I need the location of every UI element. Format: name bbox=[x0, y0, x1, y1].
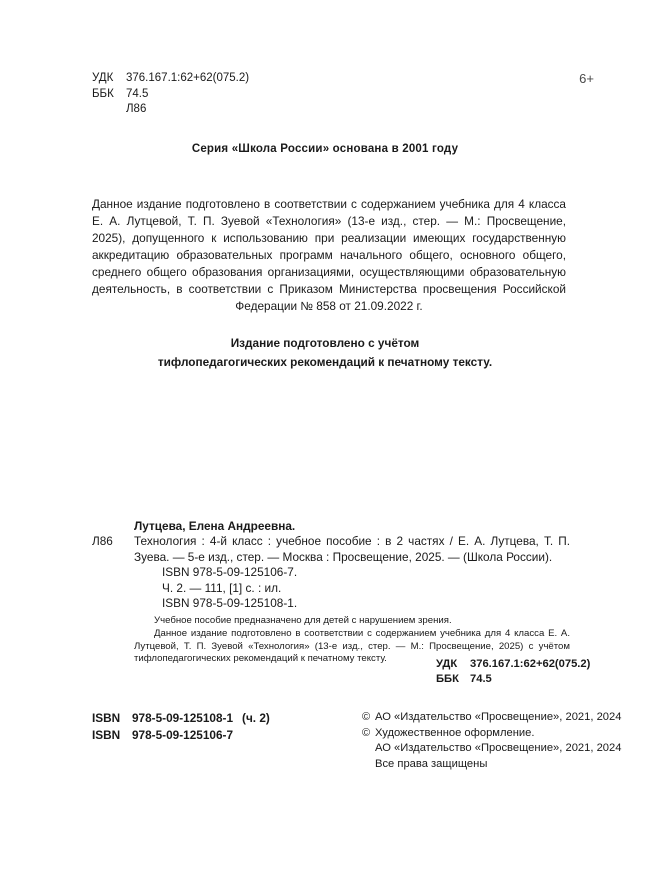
copyright-text-1: АО «Издательство «Просвещение», 2021, 2024 bbox=[375, 711, 622, 723]
udk-repeat-label: УДК bbox=[436, 658, 458, 670]
copyright-line-1 bbox=[362, 710, 621, 726]
biblio-author: Лутцева, Елена Андреевна. bbox=[134, 519, 296, 533]
copyright-icon-2: © bbox=[362, 726, 371, 739]
biblio-isbn-set: ISBN 978-5-09-125106-7. bbox=[162, 565, 298, 580]
isbn-part-row bbox=[92, 710, 270, 727]
age-rating-badge: 6+ bbox=[579, 71, 594, 86]
isbn-set-row bbox=[92, 727, 270, 744]
biblio-note-edition: Данное издание подготовлено в соответствии с содержанием учебника для 4 класса Е. А. Лутцевой, Т. П. Зуевой «Технология» (13-е изд., стер. — М.: Просвещение, 2025) с учётом тифлопедагогических рекомендаций к печатному тексту. bbox=[134, 628, 570, 665]
bbk-repeat-label: ББК bbox=[436, 672, 459, 685]
tiflo-statement bbox=[60, 334, 590, 372]
bbk-value: 74.5 bbox=[126, 87, 149, 100]
author-code: Л86 bbox=[126, 103, 147, 115]
udk-value: 376.167.1:62+62(075.2) bbox=[126, 72, 250, 84]
udk-label: УДК bbox=[92, 72, 114, 84]
isbn-label-1: ISBN bbox=[92, 711, 121, 725]
copyright-text-3: АО «Издательство «Просвещение», 2021, 2024 bbox=[375, 742, 622, 754]
biblio-part-extent: Ч. 2. — 111, [1] с. : ил. bbox=[162, 580, 282, 595]
bbk-row bbox=[92, 87, 249, 103]
copyright-block bbox=[362, 710, 621, 772]
copyright-line-2 bbox=[362, 726, 621, 742]
classification-repeat-block bbox=[360, 657, 646, 686]
isbn-label-2: ISBN bbox=[92, 727, 121, 742]
isbn-value-1: 978-5-09-125108-1 bbox=[132, 711, 234, 725]
udk-row bbox=[92, 71, 249, 87]
copyright-text-2: Художественное оформление. bbox=[375, 726, 535, 739]
biblio-shelf-mark: Л86 bbox=[92, 534, 113, 549]
bibliographic-record bbox=[92, 519, 570, 666]
biblio-body bbox=[92, 534, 570, 611]
bbk-label: ББК bbox=[92, 87, 114, 100]
approval-note: Данное издание подготовлено в соответствии с содержанием учебника для 4 класса Е. А. Лутцевой, Т. П. Зуевой «Технология» (13-е изд., стер. — М.: Просвещение, 2025), допущенного к использованию при реализации имеющих государственную аккредитацию образовательных программ начального общего, основного общего, среднего общего образования организациями, осуществляющими образовательную деятельность, в соответствии с Приказом Министерства просвещения Российской Федерации № 858 от 21.09.2022 г. bbox=[92, 197, 566, 313]
bbk-repeat-value: 74.5 bbox=[470, 672, 492, 685]
isbn-part-label: (ч. 2) bbox=[242, 711, 270, 725]
tiflo-statement-line-2: тифлопедагогических рекомендаций к печатному тексту. bbox=[157, 355, 493, 369]
biblio-note-vision: Учебное пособие предназначено для детей с нарушением зрения. bbox=[154, 615, 452, 627]
bbk-repeat-row bbox=[436, 673, 492, 685]
isbn-value-2: 978-5-09-125106-7 bbox=[132, 727, 234, 742]
biblio-isbn-part: ISBN 978-5-09-125108-1. bbox=[162, 596, 298, 611]
tiflo-statement-line-1: Издание подготовлено с учётом bbox=[230, 336, 420, 350]
copyright-icon: © bbox=[362, 711, 371, 723]
copyright-text-4: Все права защищены bbox=[375, 757, 488, 770]
isbn-block bbox=[92, 710, 270, 743]
udk-repeat-row bbox=[436, 658, 590, 670]
classification-block bbox=[92, 71, 249, 118]
biblio-description: Технология : 4-й класс : учебное пособие : в 2 частях / Е. А. Лутцева, Т. П. Зуева. — 5-е изд., стер. — Москва : Просвещение, 2025. — (Школа России). bbox=[134, 534, 570, 564]
series-line: Серия «Школа России» основана в 2001 году bbox=[191, 143, 459, 155]
udk-repeat-value: 376.167.1:62+62(075.2) bbox=[470, 658, 591, 670]
